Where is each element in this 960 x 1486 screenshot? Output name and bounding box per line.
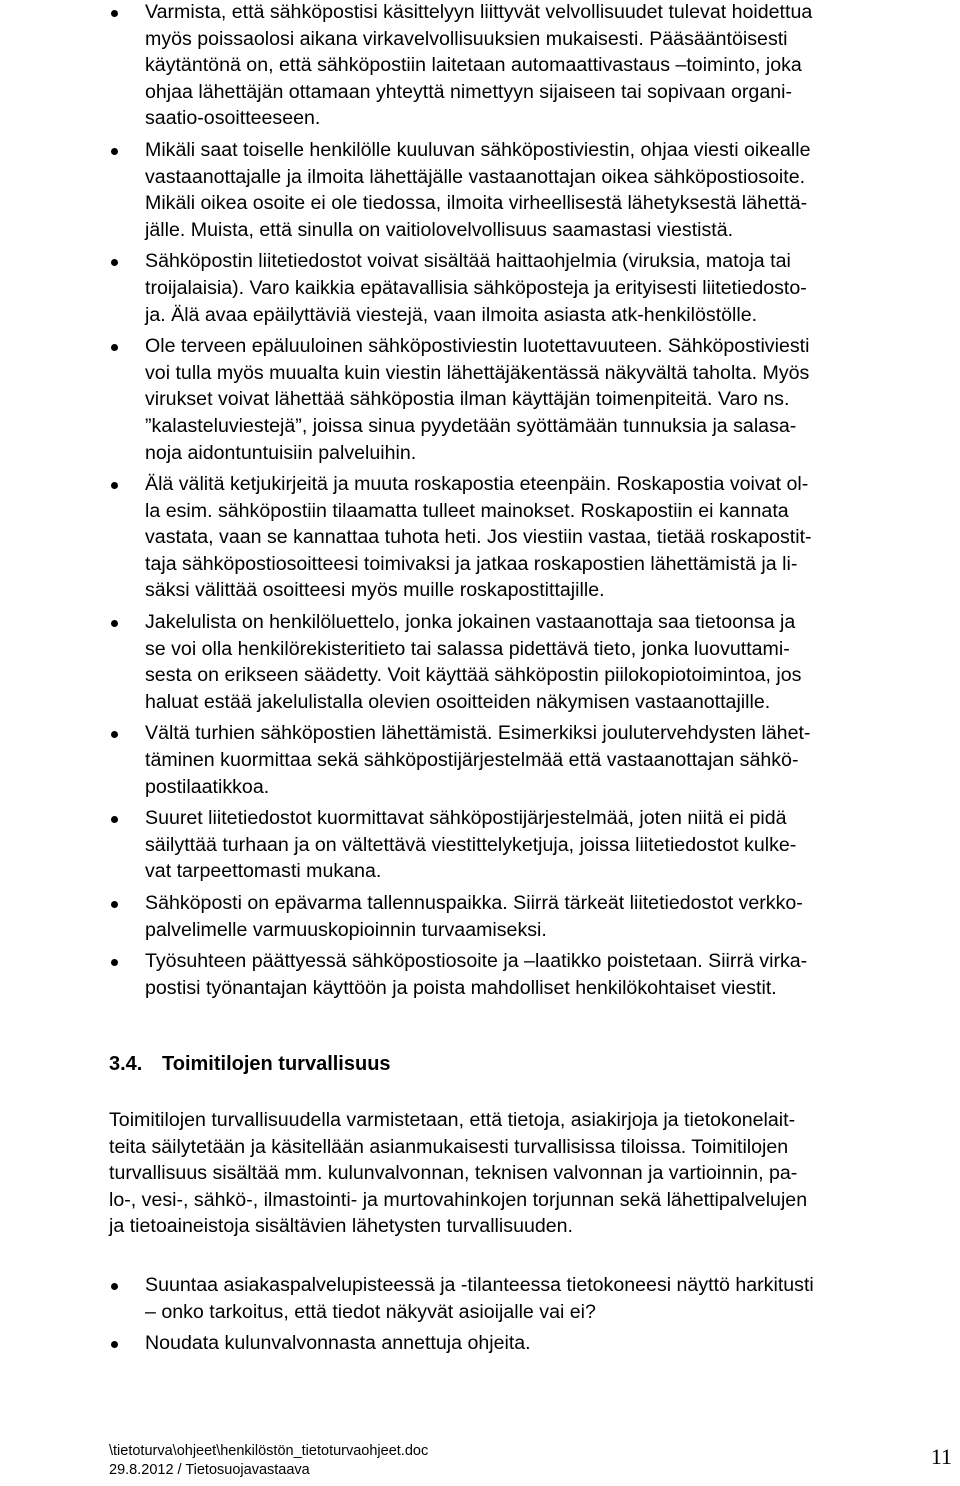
list-item-text-line: saatio-osoitteeseen. <box>145 107 321 130</box>
paragraph-line: Toimitilojen turvallisuudella varmistetaan, että tietoja, asiakirjoja ja tietokonelait- <box>109 1109 796 1131</box>
bullet-icon <box>111 482 118 489</box>
list-item <box>0 948 826 1001</box>
list-item-text-line: haluat estää jakelulistalla olevien osoitteiden näkymisen vastaanottajille. <box>145 690 771 713</box>
bullet-icon <box>111 731 118 738</box>
list-item-text-line: jälle. Muista, että sinulla on vaitiolovelvollisuus saamastasi viestistä. <box>145 218 734 241</box>
list-item-text-line: la esim. sähköpostiin tilaamatta tulleet mainokset. Roskapostiin ei kannata <box>145 499 789 522</box>
list-item-text-line: troijalaisia). Varo kaikkia epätavallisia sähköposteja ja erityisesti liitetiedosto- <box>145 276 807 299</box>
bullet-icon <box>111 816 118 823</box>
list-item-text-line: sesta on erikseen säädetty. Voit käyttää sähköpostin piilokopiotoimintoa, jos <box>145 664 802 687</box>
bullet-icon <box>111 10 118 17</box>
list-item-text-line: postisi työnantajan käyttöön ja poista mahdolliset henkilökohtaiset viestit. <box>145 976 777 999</box>
list-item-text-line: säksi välittää osoitteesi myös muille roskapostittajille. <box>145 579 605 602</box>
bullet-icon <box>111 259 118 266</box>
bullet-icon <box>111 959 118 966</box>
bullet-icon <box>111 344 118 351</box>
list-item-text-line: ja. Älä avaa epäilyttäviä viestejä, vaan ilmoita asiasta atk-henkilöstölle. <box>145 303 758 326</box>
list-item <box>0 1330 828 1357</box>
list-item-text-line: Työsuhteen päättyessä sähköpostiosoite ja –laatikko poistetaan. Siirrä virka- <box>145 950 808 973</box>
bullet-icon <box>111 620 118 627</box>
bullet-icon <box>111 1341 118 1348</box>
list-item-text-line: täminen kuormittaa sekä sähköpostijärjestelmää että vastaanottajan sähkö- <box>145 749 799 772</box>
list-item-text-line: vastaanottajalle ja ilmoita lähettäjälle vastaanottajan oikea sähköpostiosoite. <box>145 165 806 188</box>
list-item <box>0 137 826 243</box>
list-item <box>0 333 826 466</box>
list-item-text-line: vastata, vaan se kannattaa tuhota heti. Jos viestiin vastaa, tietää roskapostit- <box>145 526 812 549</box>
paragraph-line: lo-, vesi-, sähkö-, ilmastointi- ja murtovahinkojen torjunnan sekä lähettipalvelujen <box>109 1188 808 1211</box>
list-item-text-line: taja sähköpostiosoitteesi toimivaksi ja jatkaa roskapostien lähettämistä ja li- <box>145 552 798 575</box>
list-item-text-line: voi tulla myös muualta kuin viestin lähettäjäkentässä näkyvältä taholta. Myös <box>145 361 810 384</box>
list-item-text-line: Mikäli saat toiselle henkilölle kuuluvan sähköpostiviestin, ohjaa viesti oikealle <box>145 138 811 161</box>
list-item-text-line: Noudata kulunvalvonnasta annettuja ohjeita. <box>145 1332 531 1355</box>
list-item-text-line: – onko tarkoitus, että tiedot näkyvät asioijalle vai ei? <box>145 1300 596 1323</box>
bullet-icon <box>111 148 118 155</box>
list-item-text-line: myös poissaolosi aikana virkavelvollisuuksien mukaisesti. Pääsääntöisesti <box>145 27 788 50</box>
list-item-text-line: Sähköpostin liitetiedostot voivat sisältää haittaohjelmia (viruksia, matoja tai <box>145 250 791 273</box>
section-heading <box>109 1053 391 1076</box>
list-item-text-line: virukset voivat lähettää sähköpostia ilman käyttäjän toimenpiteitä. Varo ns. <box>145 388 790 411</box>
list-item-text-line: Jakelulista on henkilöluettelo, jonka jokainen vastaanottaja saa tietoonsa ja <box>145 611 796 634</box>
list-item-text-line: käytäntönä on, että sähköpostiin laitetaan automaattivastaus –toiminto, joka <box>145 54 802 77</box>
list-item-text-line: postilaatikkoa. <box>145 775 270 798</box>
section-paragraph <box>109 1107 807 1240</box>
footer-file-path: \tietoturva\ohjeet\henkilöstön_tietoturvaohjeet.doc <box>109 1443 429 1459</box>
list-item-text-line: Varmista, että sähköpostisi käsittelyyn liittyvät velvollisuudet tulevat hoidettua <box>145 1 813 23</box>
list-item <box>0 720 826 800</box>
list-item-text-line: Ole terveen epäluuloinen sähköpostiviestin luotettavuuteen. Sähköpostiviesti <box>145 335 810 358</box>
bullet-list-premises <box>0 1272 828 1362</box>
list-item-text-line: Suuntaa asiakaspalvelupisteessä ja -tilanteessa tietokoneesi näyttö harkitusti <box>145 1274 814 1296</box>
list-item-text-line: Sähköposti on epävarma tallennuspaikka. Siirrä tärkeät liitetiedostot verkko- <box>145 892 803 914</box>
list-item-text-line: palvelimelle varmuuskopioinnin turvaamiseksi. <box>145 918 547 941</box>
list-item <box>0 805 826 885</box>
section-number: 3.4. <box>109 1053 143 1075</box>
list-item-text-line: ohjaa lähettäjän ottamaan yhteyttä nimettyyn sijaiseen tai sopivaan organi- <box>145 80 792 103</box>
list-item <box>0 471 826 604</box>
paragraph-line: ja tietoaineistoja sisältävien lähetysten turvallisuuden. <box>109 1215 573 1238</box>
bullet-icon <box>111 1283 118 1290</box>
list-item <box>0 248 826 328</box>
paragraph-line: teita säilytetään ja käsitellään asianmukaisesti turvallisissa tiloissa. Toimitilojen <box>109 1135 789 1158</box>
list-item-text-line: Mikäli oikea osoite ei ole tiedossa, ilmoita virheellisestä lähetyksestä lähettä- <box>145 192 808 215</box>
list-item <box>0 890 826 943</box>
list-item-text-line: se voi olla henkilörekisteritieto tai salassa pidettävä tieto, jonka luovuttami- <box>145 637 790 660</box>
bullet-icon <box>111 901 118 908</box>
list-item <box>0 1272 828 1325</box>
list-item-text-line: Älä välitä ketjukirjeitä ja muuta roskapostia eteenpäin. Roskapostia voivat ol- <box>145 473 809 496</box>
list-item-text-line: ”kalasteluviestejä”, joissa sinua pyydetään syöttämään tunnuksia ja salasa- <box>145 414 797 437</box>
list-item-text-line: Suuret liitetiedostot kuormittavat sähköpostijärjestelmää, joten niitä ei pidä <box>145 807 787 830</box>
footer <box>109 1442 428 1480</box>
section-title: Toimitilojen turvallisuus <box>162 1053 391 1075</box>
footer-date-author: 29.8.2012 / Tietosuojavastaava <box>109 1462 310 1478</box>
list-item-text-line: noja aidontuntuisiin palveluihin. <box>145 441 417 464</box>
paragraph-line: turvallisuus sisältää mm. kulunvalvonnan, teknisen valvonnan ja vartioinnin, pa- <box>109 1162 798 1185</box>
list-item-text-line: Vältä turhien sähköpostien lähettämistä. Esimerkiksi joulutervehdysten lähet- <box>145 722 811 745</box>
list-item <box>0 0 826 132</box>
list-item-text-line: säilyttää turhaan ja on vältettävä viestittelyketjuja, joissa liitetiedostot kulke- <box>145 833 797 856</box>
list-item-text-line: vat tarpeettomasti mukana. <box>145 860 382 883</box>
list-item <box>0 609 826 715</box>
page-number: 11 <box>930 1444 952 1469</box>
